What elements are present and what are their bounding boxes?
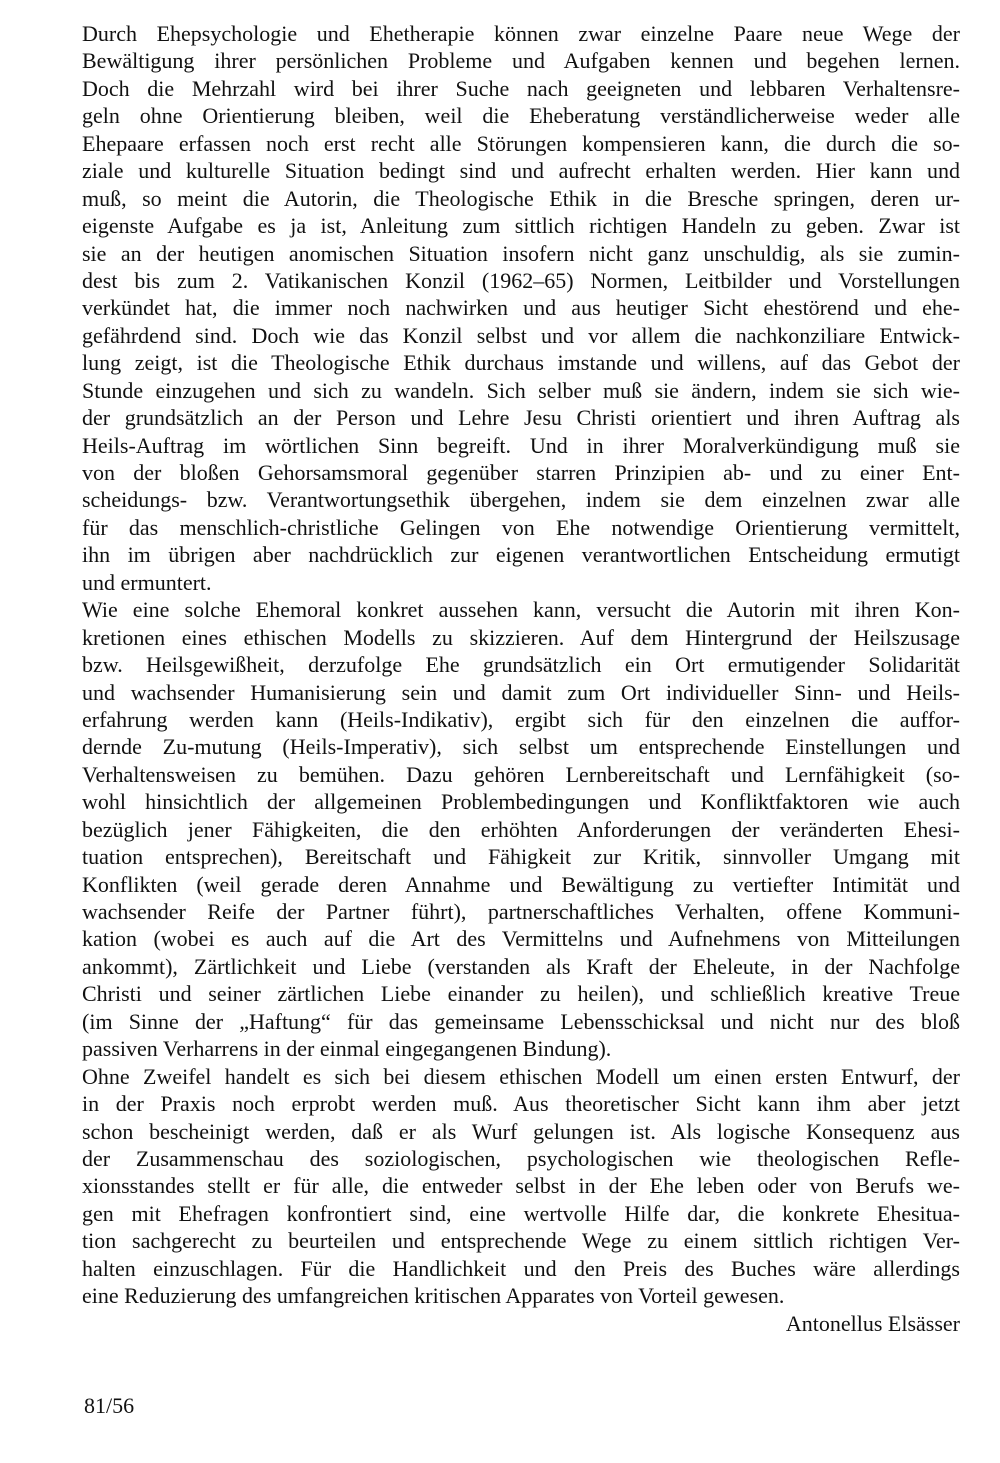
text-line: eine Reduzierung des umfangreichen kritischen Apparates von Vorteil gewesen. bbox=[82, 1283, 785, 1309]
text-line: Stunde einzugehen und sich zu wandeln. Sich selber muß sie ändern, indem sie sich wie- bbox=[82, 377, 960, 403]
text-line: xionsstandes stellt er für alle, die entweder selbst in der Ehe leben oder von Berufs we- bbox=[82, 1173, 960, 1199]
text-line: Durch Ehepsychologie und Ehetherapie können zwar einzelne Paare neue Wege der bbox=[82, 21, 960, 46]
text-line: sie an der heutigen anomischen Situation insofern nicht ganz unschuldig, als sie zumin- bbox=[82, 240, 960, 266]
text-line: schon bescheinigt werden, daß er als Wurf gelungen ist. Als logische Konsequenz aus bbox=[82, 1118, 960, 1144]
text-line: bezüglich jener Fähigkeiten, die den erhöhten Anforderungen der veränderten Ehesi- bbox=[82, 816, 960, 842]
text-line: passiven Verharrens in der einmal eingegangenen Bindung). bbox=[82, 1036, 612, 1062]
text-line: (im Sinne der „Haftung“ für das gemeinsame Lebensschicksal und nicht nur des bloß bbox=[82, 1008, 960, 1034]
text-line: dest bis zum 2. Vatikanischen Konzil (1962–65) Normen, Leitbilder und Vorstellungen bbox=[82, 267, 960, 293]
text-line: von der bloßen Gehorsamsmoral gegenüber starren Prinzipien ab- und zu einer Ent- bbox=[82, 460, 960, 485]
text-line: gefährdend sind. Doch wie das Konzil selbst und vor allem die nachkonziliare Entwick- bbox=[82, 322, 960, 348]
text-line: tuation entsprechen), Bereitschaft und Fähigkeit zur Kritik, sinnvoller Umgang mit bbox=[82, 844, 960, 870]
text-line: Christi und seiner zärtlichen Liebe einander zu heilen), und schließlich kreative Treue bbox=[82, 981, 960, 1007]
text-line: Verhaltensweisen zu bemühen. Dazu gehören Lernbereitschaft und Lernfähigkeit (so- bbox=[82, 761, 960, 787]
text-line: wohl hinsichtlich der allgemeinen Problembedingungen und Konfliktfaktoren wie auch bbox=[82, 789, 960, 815]
text-line: und ermuntert. bbox=[82, 569, 212, 595]
text-line: geln ohne Orientierung bleiben, weil die Eheberatung verständlicherweise weder alle bbox=[82, 103, 960, 129]
text-line: der grundsätzlich an der Person und Lehre Jesu Christi orientiert und ihren Auftrag als bbox=[82, 405, 960, 431]
text-line: ihn im übrigen aber nachdrücklich zur eigenen verantwortlichen Entscheidung ermutigt bbox=[82, 542, 960, 568]
text-line: der Zusammenschau des soziologischen, psychologischen wie theologischen Refle- bbox=[82, 1145, 960, 1171]
review-text bbox=[82, 20, 960, 1310]
text-line: Ehepaare erfassen noch erst recht alle Störungen kompensieren kann, die durch die so- bbox=[82, 130, 960, 156]
text-line: verkündet hat, die immer noch nachwirken und aus heutiger Sicht ehestörend und ehe- bbox=[82, 295, 960, 321]
page-number: 81/56 bbox=[84, 1393, 135, 1418]
text-line: halten einzuschlagen. Für die Handlichkeit und den Preis des Buches wäre allerdings bbox=[82, 1255, 960, 1281]
text-line: Doch die Mehrzahl wird bei ihrer Suche nach geeigneten und lebbaren Verhaltensre- bbox=[82, 75, 960, 101]
text-line: lung zeigt, ist die Theologische Ethik durchaus imstande und willens, auf das Gebot der bbox=[82, 350, 960, 376]
text-line: Konflikten (weil gerade deren Annahme und Bewältigung zu vertiefter Intimität und bbox=[82, 871, 960, 897]
text-line: bzw. Heilsgewißheit, derzufolge Ehe grundsätzlich ein Ort ermutigender Solidarität bbox=[82, 652, 960, 678]
text-line: dernde Zu-mutung (Heils-Imperativ), sich selbst um entsprechende Einstellungen und bbox=[82, 734, 960, 760]
text-line: für das menschlich-christliche Gelingen von Ehe notwendige Orientierung vermittelt, bbox=[82, 514, 960, 540]
text-line: erfahrung werden kann (Heils-Indikativ), ergibt sich für den einzelnen die auffor- bbox=[82, 706, 960, 732]
text-line: scheidungs- bzw. Verantwortungsethik übergehen, indem sie dem einzelnen zwar alle bbox=[82, 487, 960, 513]
text-line: Ohne Zweifel handelt es sich bei diesem ethischen Modell um einen ersten Entwurf, der bbox=[82, 1063, 960, 1089]
text-line: ankommt), Zärtlichkeit und Liebe (verstanden als Kraft der Eheleute, in der Nachfolge bbox=[82, 953, 960, 979]
text-line: Bewältigung ihrer persönlichen Probleme und Aufgaben kennen und begehen lernen. bbox=[82, 48, 960, 74]
text-line: Wie eine solche Ehemoral konkret aussehen kann, versucht die Autorin mit ihren Kon- bbox=[82, 597, 960, 623]
text-line: ziale und kulturelle Situation bedingt sind und aufrecht erhalten werden. Hier kann und bbox=[82, 158, 960, 184]
text-line: gen mit Ehefragen konfrontiert sind, eine wertvolle Hilfe dar, die konkrete Ehesitua- bbox=[82, 1200, 960, 1226]
text-line: kation (wobei es auch auf die Art des Vermittelns und Aufnehmens von Mitteilungen bbox=[82, 926, 960, 952]
text-line: und wachsender Humanisierung sein und damit zum Ort individueller Sinn- und Heils- bbox=[82, 679, 960, 705]
author-signature: Antonellus Elsässer bbox=[785, 1311, 960, 1337]
text-line: muß, so meint die Autorin, die Theologische Ethik in die Bresche springen, deren ur- bbox=[82, 185, 960, 211]
text-line: wachsender Reife der Partner führt), partnerschaftliches Verhalten, offene Kommuni- bbox=[82, 899, 960, 924]
text-line: in der Praxis noch erprobt werden muß. Aus theoretischer Sicht kann ihm aber jetzt bbox=[82, 1091, 960, 1117]
text-line: kretionen eines ethischen Modells zu skizzieren. Auf dem Hintergrund der Heilszusage bbox=[82, 624, 960, 650]
text-line: eigenste Aufgabe es ja ist, Anleitung zum sittlich richtigen Handeln zu geben. Zwar ist bbox=[82, 213, 960, 239]
text-line: tion sachgerecht zu beurteilen und entsprechende Wege zu einem sittlich richtigen Ver- bbox=[82, 1228, 960, 1254]
text-line: Heils-Auftrag im wörtlichen Sinn begreift. Und in ihrer Moralverkündigung muß sie bbox=[82, 432, 960, 458]
